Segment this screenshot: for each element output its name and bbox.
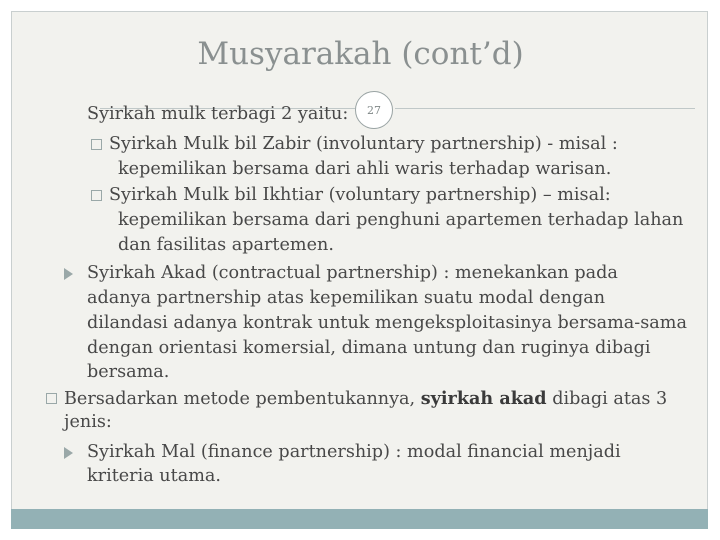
square-bullet-icon xyxy=(46,393,57,404)
sub-item-text: dan fasilitas apartemen. xyxy=(118,235,334,255)
bullet-text: Syirkah Akad (contractual partnership) : menekankan pada xyxy=(87,263,618,283)
square-bullet-icon xyxy=(91,190,102,201)
square-bullet-icon xyxy=(91,139,102,150)
sub-item-text: kepemilikan bersama dari ahli waris terhadap warisan. xyxy=(118,159,612,179)
bullet-text: bersama. xyxy=(87,362,170,382)
sub-item-text: kepemilikan bersama dari penghuni apartemen terhadap lahan xyxy=(118,210,684,230)
sub-item-text: Syirkah Mulk bil Ikhtiar (voluntary partnership) – misal: xyxy=(109,185,611,205)
bullet-text: Syirkah Mal (finance partnership) : modal financial menjadi xyxy=(87,442,621,462)
bullet-text: dilandasi adanya kontrak untuk mengeksploitasinya bersama-sama xyxy=(87,313,687,333)
sub-item-text: Syirkah Mulk bil Zabir (involuntary partnership) - misal : xyxy=(109,134,618,154)
bullet-text: kriteria utama. xyxy=(87,466,221,486)
arrow-bullet-icon xyxy=(64,268,73,280)
arrow-bullet-icon xyxy=(64,447,73,459)
page-number-badge: 27 xyxy=(355,91,393,129)
footer-bar xyxy=(11,509,708,529)
bold-term: syirkah akad xyxy=(420,388,547,409)
bullet-text: adanya partnership atas kepemilikan suatu modal dengan xyxy=(87,288,606,308)
bullet-text xyxy=(64,390,667,409)
title-divider-right xyxy=(395,108,695,109)
bullet-text-part: Bersadarkan metode pembentukannya, xyxy=(64,389,416,409)
bullet-text: dengan orientasi komersial, dimana untung dan ruginya dibagi xyxy=(87,338,651,358)
bullet-text-part: dibagi atas 3 xyxy=(552,389,668,409)
intro-line: Syirkah mulk terbagi 2 yaitu: xyxy=(87,104,349,124)
bullet-text: jenis: xyxy=(64,412,112,432)
slide-title: Musyarakah (cont’d) xyxy=(197,36,524,72)
